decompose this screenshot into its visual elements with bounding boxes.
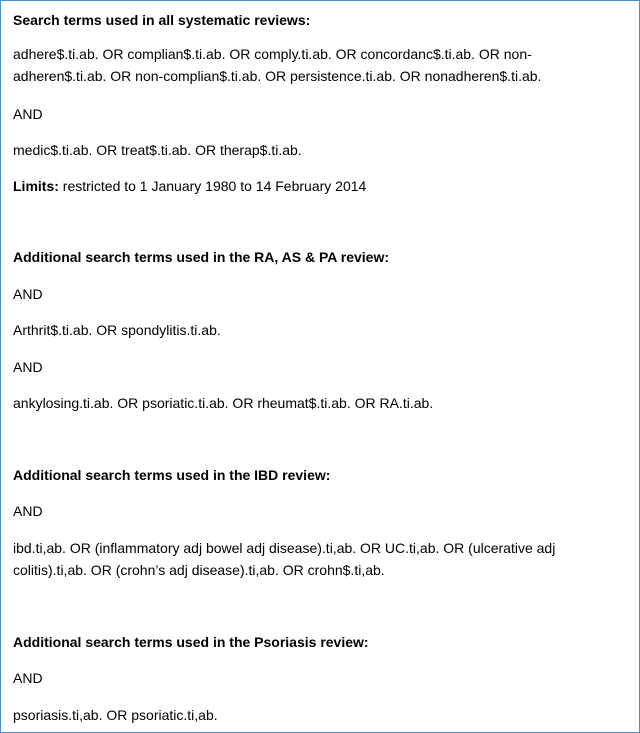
terms-ankylosing: ankylosing.ti.ab. OR psoriatic.ti.ab. OR rheumat$.ti.ab. OR RA.ti.ab. [13, 395, 434, 411]
heading-all-reviews: Search terms used in all systematic reviews: [13, 12, 311, 28]
terms-ibd-line1: ibd.ti,ab. OR (inflammatory adj bowel adj disease).ti,ab. OR UC.ti,ab. OR (ulcerative adj [13, 540, 556, 556]
terms-medication: medic$.ti.ab. OR treat$.ti.ab. OR therap$.ti.ab. [13, 142, 302, 158]
terms-ibd-line2: colitis).ti,ab. OR (crohn’s adj disease).ti,ab. OR crohn$.ti,ab. [13, 562, 385, 578]
and-all-1: AND [13, 106, 43, 122]
and-ra-1: AND [13, 286, 43, 302]
terms-arthritis: Arthrit$.ti.ab. OR spondylitis.ti.ab. [13, 322, 221, 338]
heading-ra-review: Additional search terms used in the RA, AS & PA review: [13, 249, 390, 265]
and-psoriasis-1: AND [13, 670, 43, 686]
terms-psoriasis: psoriasis.ti,ab. OR psoriatic.ti,ab. [13, 707, 218, 723]
terms-adherence-line2: adheren$.ti.ab. OR non-complian$.ti.ab. OR persistence.ti.ab. OR nonadheren$.ti.ab. [13, 68, 542, 84]
heading-ibd-review: Additional search terms used in the IBD review: [13, 467, 331, 483]
heading-psoriasis-review: Additional search terms used in the Psoriasis review: [13, 634, 369, 650]
limits-text: restricted to 1 January 1980 to 14 February 2014 [58, 178, 367, 194]
and-ibd-1: AND [13, 503, 43, 519]
limits-label: Limits: [13, 178, 59, 194]
terms-adherence-line1: adhere$.ti.ab. OR complian$.ti.ab. OR comply.ti.ab. OR concordanc$.ti.ab. OR non- [13, 46, 532, 62]
limits-line [13, 175, 629, 197]
and-ra-2: AND [13, 359, 43, 375]
